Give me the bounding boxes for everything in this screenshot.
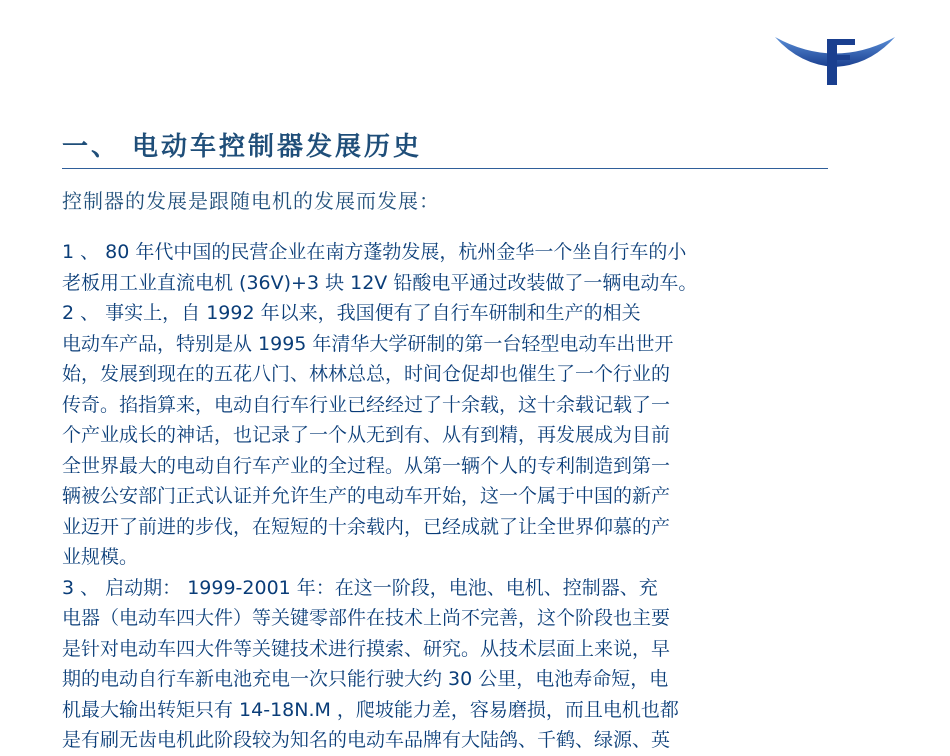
body-line: 是针对电动车四大件等关键技术进行摸索、研究。从技术层面上来说，早 bbox=[62, 637, 671, 660]
body-line: 传奇。掐指算来，电动自行车行业已经经过了十余载，这十余载记载了一 bbox=[62, 393, 671, 416]
body-line: 1 、 80 年代中国的民营企业在南方蓬勃发展，杭州金华一个坐自行车的小 bbox=[62, 241, 687, 263]
body-line: 3 、 启动期： 1999-2001 年：在这一阶段，电池、电机、控制器、充 bbox=[62, 576, 658, 599]
body-line: 个产业成长的神话，也记录了一个从无到有、从有到精，再发展成为目前 bbox=[62, 424, 671, 446]
body-line: 始，发展到现在的五花八门、林林总总，时间仓促却也催生了一个行业的 bbox=[62, 363, 671, 385]
body-line: 业规模。 bbox=[62, 546, 139, 568]
body-line: 业迈开了前进的步伐，在短短的十余载内，已经成就了让全世界仰慕的产 bbox=[62, 515, 671, 538]
section-title: 一、 电动车控制器发展历史 bbox=[62, 132, 423, 162]
body-line: 电器（电动车四大件）等关键零部件在技术上尚不完善，这个阶段也主要 bbox=[62, 607, 671, 629]
body-line: 辆被公安部门正式认证并允许生产的电动车开始，这一个属于中国的新产 bbox=[62, 485, 671, 507]
company-logo-icon bbox=[770, 25, 900, 85]
body-line: 全世界最大的电动自行车产业的全过程。从第一辆个人的专利制造到第一 bbox=[62, 454, 671, 477]
body-line: 2 、 事实上，自 1992 年以来，我国便有了自行车研制和生产的相关 bbox=[62, 302, 641, 324]
body-line: 期的电动自行车新电池充电一次只能行驶大约 30 公里，电池寿命短，电 bbox=[62, 668, 669, 690]
body-line: 老板用工业直流电机 (36V)+3 块 12V 铅酸电平通过改装做了一辆电动车。 bbox=[62, 271, 698, 294]
title-divider bbox=[62, 168, 828, 169]
body-text bbox=[62, 237, 842, 756]
body-line: 是有刷无齿电机此阶段较为知名的电动车品牌有大陆鸽、千鹤、绿源、英 bbox=[62, 729, 671, 751]
body-line: 机最大输出转矩只有 14-18N.M ，爬坡能力差，容易磨损，而且电机也都 bbox=[62, 698, 679, 721]
body-line: 电动车产品，特别是从 1995 年清华大学研制的第一台轻型电动车出世开 bbox=[62, 332, 674, 355]
section-subtitle: 控制器的发展是跟随电机的发展而发展： bbox=[62, 189, 440, 213]
